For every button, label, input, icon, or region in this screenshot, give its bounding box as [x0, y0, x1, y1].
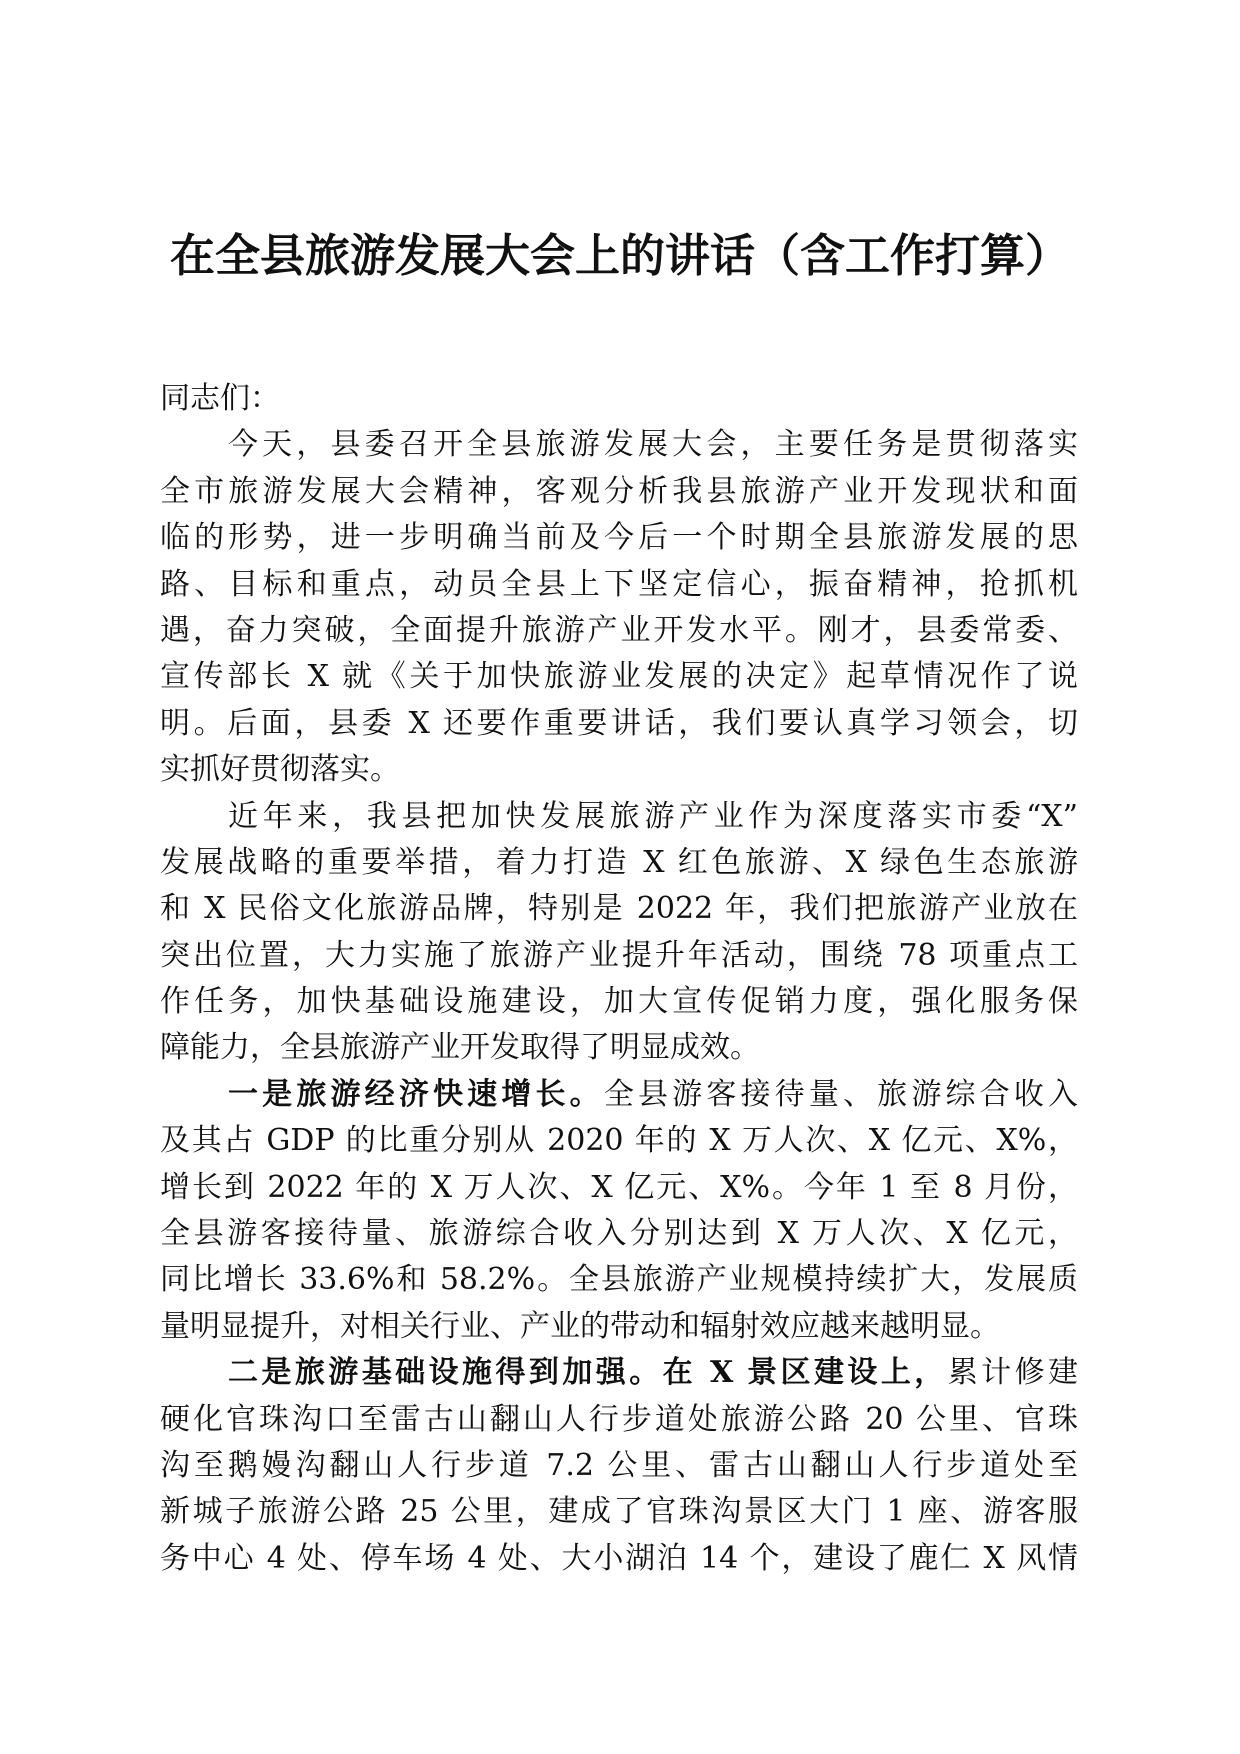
paragraph-line: 全县游客接待量、旅游综合收入分别达到 X 万人次、X 亿元，	[160, 1216, 1078, 1252]
paragraph-line: 明。后面，县委 X 还要作重要讲话，我们要认真学习领会，切	[160, 705, 1078, 741]
paragraph-line: 作任务，加快基础设施建设，加大宣传促销力度，强化服务保	[160, 984, 1078, 1020]
paragraph-line: 沟至鹅嫚沟翻山人行步道 7.2 公里、雷古山翻山人行步道处至	[160, 1447, 1078, 1483]
paragraph-intro	[160, 422, 1078, 793]
paragraph-line	[160, 1350, 1078, 1396]
paragraph-line: 及其占 GDP 的比重分别从 2020 年的 X 万人次、X 亿元、X%，	[160, 1123, 1078, 1159]
paragraph-recent-years	[160, 794, 1078, 1072]
paragraph-line: 务中心 4 处、停车场 4 处、大小湖泊 14 个，建设了鹿仁 X 风情	[160, 1540, 1078, 1576]
paragraph-line: 宣传部长 X 就《关于加快旅游业发展的决定》起草情况作了说	[160, 659, 1078, 695]
paragraph-line: 同比增长 33.6%和 58.2%。全县旅游产业规模持续扩大，发展质	[160, 1262, 1078, 1298]
section-heading: 二是旅游基础设施得到加强。在 X 景区建设上，	[228, 1355, 948, 1391]
paragraph-line: 今天，县委召开全县旅游发展大会，主要任务是贯彻落实	[228, 427, 1078, 463]
paragraph-text: 累计修建	[947, 1355, 1079, 1391]
document-title: 在全县旅游发展大会上的讲话（含工作打算）	[169, 229, 1070, 282]
paragraph-tourism-economy	[160, 1072, 1078, 1350]
paragraph-line	[160, 1072, 1078, 1118]
paragraph-line: 障能力，全县旅游产业开发取得了明显成效。	[160, 1030, 760, 1066]
paragraph-line: 新城子旅游公路 25 公里，建成了官珠沟景区大门 1 座、游客服	[160, 1494, 1078, 1530]
document-body	[160, 376, 1078, 1582]
paragraph-line: 路、目标和重点，动员全县上下坚定信心，振奋精神，抢抓机	[160, 566, 1078, 602]
paragraph-text: 全县游客接待量、旅游综合收入	[603, 1076, 1079, 1112]
paragraph-infrastructure	[160, 1350, 1078, 1582]
paragraph-line: 遇，奋力突破，全面提升旅游产业开发水平。刚才，县委常委、	[160, 612, 1078, 648]
paragraph-line: 和 X 民俗文化旅游品牌，特别是 2022 年，我们把旅游产业放在	[160, 891, 1078, 927]
paragraph-line: 近年来，我县把加快发展旅游产业作为深度落实市委“X”	[228, 798, 1078, 834]
paragraph-line: 硬化官珠沟口至雷古山翻山人行步道处旅游公路 20 公里、官珠	[160, 1401, 1078, 1437]
paragraph-line: 发展战略的重要举措，着力打造 X 红色旅游、X 绿色生态旅游	[160, 844, 1078, 880]
paragraph-line: 增长到 2022 年的 X 万人次、X 亿元、X%。今年 1 至 8 月份，	[160, 1169, 1078, 1205]
section-heading: 一是旅游经济快速增长。	[228, 1076, 604, 1112]
paragraph-line: 量明显提升，对相关行业、产业的带动和辐射效应越来越明显。	[160, 1308, 1000, 1344]
paragraph-line: 实抓好贯彻落实。	[160, 752, 400, 788]
salutation: 同志们：	[160, 381, 280, 416]
paragraph-line: 全市旅游发展大会精神，客观分析我县旅游产业开发现状和面	[160, 473, 1078, 509]
paragraph-line: 突出位置，大力实施了旅游产业提升年活动，围绕 78 项重点工	[160, 937, 1078, 973]
paragraph-line: 临的形势，进一步明确当前及今后一个时期全县旅游发展的思	[160, 520, 1078, 556]
